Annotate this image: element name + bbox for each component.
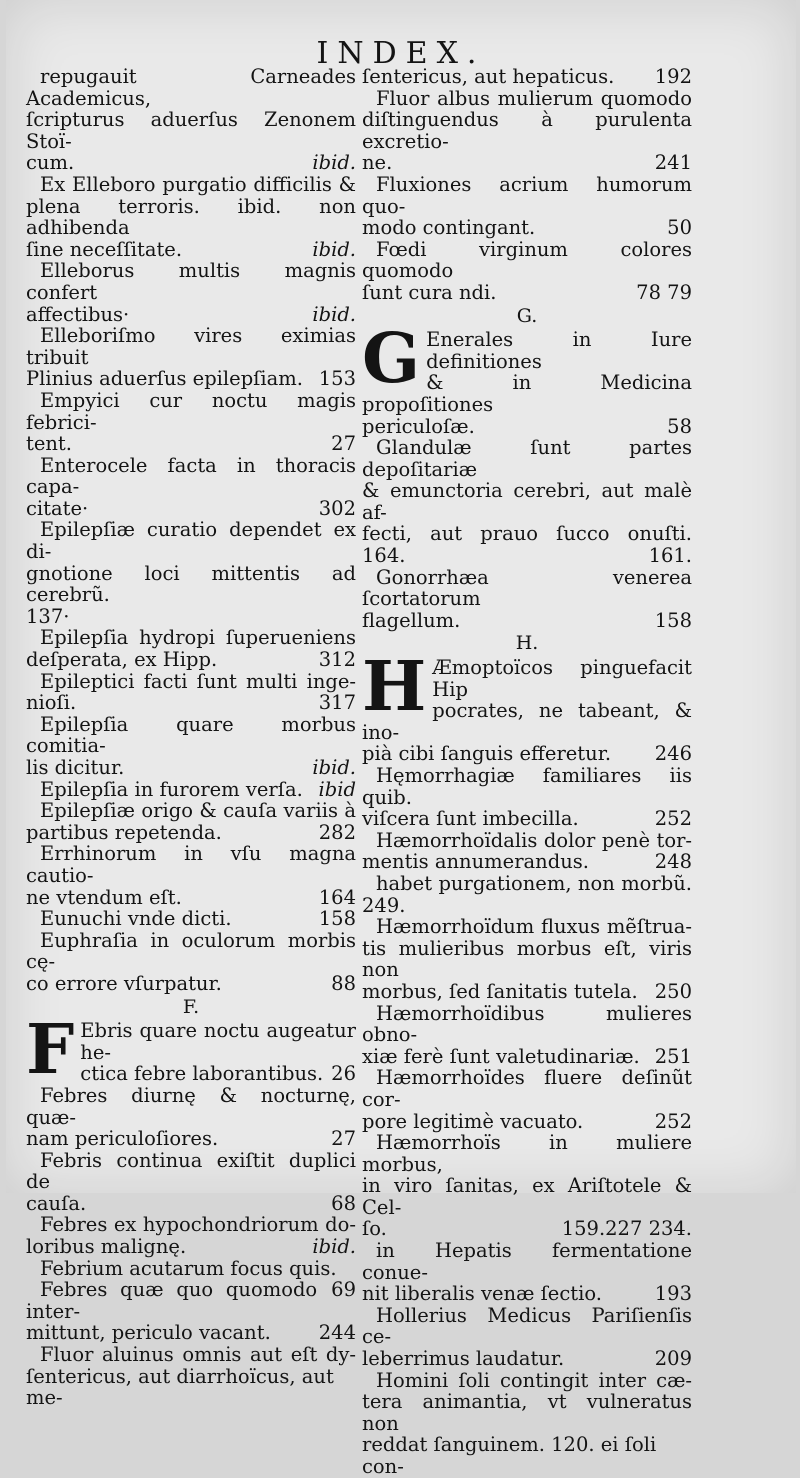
index-entry <box>362 916 692 1002</box>
index-entry <box>362 174 692 239</box>
entry-line: 249. <box>362 893 406 917</box>
index-entry <box>362 1370 692 1478</box>
entry-line: Hęmorrhagiæ familiares iis quib. <box>362 764 692 809</box>
entry-line: morbus, ſed ſanitatis tutela. 250 <box>362 979 692 1003</box>
entry-line: Fœdi virginum colores quomodo <box>362 237 692 283</box>
page-number: 312 <box>318 648 356 672</box>
entry-line: Epileptici facti ſunt multi inge- <box>40 669 356 693</box>
entry-line: ctica febre laborantibus. 26 <box>80 1062 356 1086</box>
index-entry <box>26 519 356 627</box>
page-number: 26 <box>331 1062 356 1086</box>
entry-line: Febris continua exiſtit duplici de <box>26 1148 356 1194</box>
index-entry <box>26 1085 356 1150</box>
entry-line: diſtinguendus à purulenta excretio- <box>362 108 692 153</box>
page-number: 158 <box>654 608 692 632</box>
entry-line: habet purgationem, non morbũ. <box>376 871 692 895</box>
entry-line: Gonorrhæa venerea ſcortatorum <box>362 565 692 611</box>
page-number: 27 <box>331 1127 356 1151</box>
entry-line: lis dicitur. ibid. <box>26 756 356 779</box>
index-entry <box>362 1132 692 1240</box>
index-entry <box>362 1067 692 1132</box>
index-entry <box>26 908 356 930</box>
index-entry <box>362 1305 692 1370</box>
page-number: 88 <box>331 971 356 995</box>
index-entry <box>362 1240 692 1305</box>
page-number: 282 <box>318 820 356 844</box>
drop-cap: F <box>26 1010 75 1091</box>
entry-line: Epilepſiæ origo & cauſa variis à <box>40 799 356 823</box>
entry-line: mittunt, periculo vacant. 244 <box>26 1321 356 1345</box>
entry-line: partibus repetenda. 282 <box>26 820 356 844</box>
index-entry <box>362 830 692 873</box>
entry-line: & emunctoria cerebri, aut malè af- <box>362 479 692 524</box>
entry-line: ſentericus, aut diarrhoïcus, aut me- <box>26 1364 334 1410</box>
entry-line: nam periculoſiores. 27 <box>26 1127 356 1151</box>
page-header: INDEX. <box>316 36 486 71</box>
index-entry <box>26 390 356 455</box>
page-number: 241 <box>654 151 692 175</box>
index-entry <box>362 1003 692 1068</box>
index-entry <box>26 1150 356 1215</box>
section-letter: F. <box>182 995 200 1018</box>
entry-line: pocrates, ne tabeant, & ino- <box>362 699 692 744</box>
page-number: 153 <box>318 367 356 391</box>
index-entry <box>26 260 356 325</box>
page-number: 50 <box>667 216 692 240</box>
entry-line: pore legitimè vacuato. 252 <box>362 1109 692 1133</box>
entry-line: cum. ibid. <box>26 151 356 175</box>
entry-line: Enterocele facta in thoracis capa- <box>26 453 356 499</box>
entry-line: Hæmorrhoïdibus mulieres obno- <box>362 1001 692 1047</box>
page-number: 159.227 234. <box>561 1217 692 1241</box>
entry-line: in Hepatis fermentatione conue- <box>362 1239 692 1284</box>
index-entry <box>26 800 356 843</box>
page-number: 58 <box>667 414 692 438</box>
entry-line: co errore vſurpatur. 88 <box>26 971 356 995</box>
entry-line: Hæmorrhoïdes fluere deſinũt cor- <box>362 1066 692 1111</box>
index-entry <box>362 647 692 766</box>
index-entry <box>26 66 356 174</box>
page-number: 248 <box>654 850 692 874</box>
index-entry <box>362 873 692 916</box>
entry-line: gnotione loci mittentis ad cerebrũ. <box>26 561 356 607</box>
entry-line: Febres diurnę & nocturnę, quæ- <box>26 1083 356 1129</box>
entry-line: fecti, aut prauo ſucco onuſti. <box>362 522 692 546</box>
entry-line: in viro ſanitas, ex Ariſtotele & Cel- <box>362 1174 692 1219</box>
entry-line: Plinius aduerſus epilepſiam. 153 <box>26 367 356 391</box>
index-entry <box>26 627 356 670</box>
entry-line: viſcera ſunt imbecilla. 252 <box>362 807 692 831</box>
section-letter: H. <box>515 632 539 655</box>
index-entry <box>26 671 356 714</box>
entry-line: Hæmorrhoïs in muliere morbus, <box>362 1131 692 1176</box>
index-entry <box>26 174 356 260</box>
page-number: ibid. <box>312 1235 356 1259</box>
entry-line: cauſa. 68 <box>26 1191 356 1215</box>
entry-line: Febrium acutarum focus quis. 69 <box>40 1256 356 1302</box>
page-number: 164 <box>318 885 356 909</box>
entry-line: nioſi. 317 <box>26 691 356 715</box>
entry-line: ſunt cura ndi. 78 79 <box>362 280 692 304</box>
entry-line: Hæmorrhoïdalis dolor penè tor- <box>376 828 692 852</box>
page-number: ibid. <box>312 756 356 779</box>
index-entry <box>26 1010 356 1091</box>
right-column <box>362 66 692 1478</box>
entry-line: tera animantia, vt vulneratus non <box>362 1390 692 1435</box>
page-number: ibid <box>318 777 356 801</box>
entry-line: mentis annumerandus. 248 <box>362 850 692 874</box>
section-letter: G. <box>516 304 538 327</box>
entry-line: repugauit Carneades Academicus, <box>26 65 356 110</box>
index-entry <box>362 66 692 88</box>
entry-line: Epilepſiæ curatio dependet ex di- <box>26 518 356 564</box>
entry-line: Elleborus multis magnis confert <box>26 259 356 304</box>
drop-cap: G <box>362 319 421 400</box>
page-number: 252 <box>654 807 692 831</box>
page-number: ibid. <box>312 302 356 326</box>
index-entry <box>362 319 692 438</box>
page-number: 158 <box>318 907 356 931</box>
index-entry <box>362 437 692 567</box>
entry-line: tent. 27 <box>26 432 356 456</box>
entry-line: Fluor aluinus omnis aut eſt dy- <box>40 1343 356 1367</box>
page-number: 68 <box>331 1191 356 1215</box>
entry-line: xiæ ferè ſunt valetudinariæ. 251 <box>362 1044 692 1068</box>
page-number: 192 <box>654 65 692 88</box>
index-entry <box>362 567 692 632</box>
entry-line: Enerales in Iure definitiones <box>426 328 692 373</box>
entry-line: Glandulæ ſunt partes depoſitariæ <box>362 436 692 481</box>
entry-line: 137· <box>26 604 70 628</box>
entry-line: ſentericus, aut hepaticus. 192 <box>362 65 692 88</box>
page-number: ibid. <box>312 151 356 175</box>
index-entry <box>26 1279 356 1344</box>
page-number: 252 <box>654 1109 692 1133</box>
entry-line: 164. 161. <box>362 544 692 568</box>
entry-line: Euphraſia in oculorum morbis cę- <box>26 928 356 974</box>
page-number: 209 <box>654 1347 692 1371</box>
page-number: 251 <box>654 1044 692 1068</box>
page-number: 78 79 <box>636 280 692 304</box>
entry-line: Errhinorum in vſu magna cautio- <box>26 842 356 887</box>
entry-line: plena terroris. ibid. non adhibenda <box>26 194 356 240</box>
entry-line: tis mulieribus morbus eſt, viris non <box>362 936 692 982</box>
page-number: 27 <box>331 432 356 456</box>
book-page <box>6 0 796 1478</box>
entry-line: Febres quæ quo quomodo inter- <box>26 1278 318 1323</box>
entry-line: & in Medicina propoſitiones <box>362 371 692 416</box>
entry-line: Eunuchi vnde dicti. 158 <box>40 907 356 931</box>
entry-line: Hæmorrhoïdum fluxus mẽſtrua- <box>376 915 692 939</box>
page-number: 302 <box>318 496 356 520</box>
page-number: 161. <box>648 544 692 568</box>
entry-line: Epilepſia quare morbus comitia- <box>26 712 356 758</box>
entry-line: Hollerius Medicus Pariſienſis ce- <box>362 1303 692 1349</box>
index-entry <box>26 779 356 801</box>
entry-line: flagellum. 158 <box>362 608 692 632</box>
entry-line: ſo. 159.227 234. <box>362 1217 692 1241</box>
page-number: 317 <box>318 691 356 715</box>
entry-line: Fluor albus mulierum quomodo <box>376 86 692 110</box>
entry-line: Febres ex hypochondriorum do- <box>40 1213 356 1237</box>
page-number: 250 <box>654 979 692 1003</box>
entry-line: Ex Elleboro purgatio difficilis & <box>40 172 356 196</box>
entry-line: Homini ſoli contingit inter cæ- <box>376 1368 692 1392</box>
page-number: 69 <box>331 1278 356 1302</box>
entry-line: ne. 241 <box>362 151 692 175</box>
index-entry <box>26 714 356 779</box>
entry-line: Æmoptoïcos pinguefacit Hip <box>432 656 692 701</box>
entry-line: Empyici cur noctu magis febrici- <box>26 388 356 434</box>
entry-line: nit liberalis venæ ſectio. 193 <box>362 1282 692 1306</box>
index-entry <box>26 930 356 995</box>
entry-line: leberrimus laudatur. 209 <box>362 1347 692 1371</box>
page-number: 193 <box>654 1282 692 1306</box>
entry-line: Elleboriſmo vires eximias tribuit <box>26 324 356 369</box>
index-entry <box>26 843 356 908</box>
entry-line: citate· 302 <box>26 496 356 520</box>
page-number: 244 <box>318 1321 356 1345</box>
drop-cap: H <box>362 647 427 728</box>
entry-line: Epilepſia in furorem verſa. ibid <box>40 777 356 801</box>
entry-line: Epilepſia hydropi ſuperueniens <box>40 626 356 650</box>
entry-line: pià cibi ſanguis efferetur. 246 <box>362 742 692 766</box>
entry-line: deſperata, ex Hipp. 312 <box>26 648 356 672</box>
entry-line: ſcripturus aduerſus Zenonem Stoï- <box>26 108 356 153</box>
entry-line: ne vtendum eſt. 164 <box>26 885 356 909</box>
index-entry <box>26 325 356 390</box>
page-number: ibid. <box>312 237 356 261</box>
entry-line: loribus malignę. ibid. <box>26 1235 356 1259</box>
index-entry <box>362 88 692 174</box>
entry-line: reddat ſanguinem. 120. ei ſoli con- <box>362 1433 657 1478</box>
index-entry <box>26 455 356 520</box>
index-entry <box>26 1214 356 1257</box>
entry-line: Fluxiones acrium humorum quo- <box>362 172 692 218</box>
index-entry <box>362 239 692 304</box>
entry-line: ſine neceſſitate. ibid. <box>26 237 356 261</box>
entry-line: Ebris quare noctu augeatur he- <box>80 1019 356 1064</box>
entry-line: periculoſæ. 58 <box>362 414 692 438</box>
index-entry <box>362 765 692 830</box>
index-entry <box>26 1344 356 1409</box>
entry-line: modo contingant. 50 <box>362 216 692 240</box>
left-column <box>26 66 356 1409</box>
page-number: 246 <box>654 742 692 766</box>
entry-line: affectibus· ibid. <box>26 302 356 326</box>
